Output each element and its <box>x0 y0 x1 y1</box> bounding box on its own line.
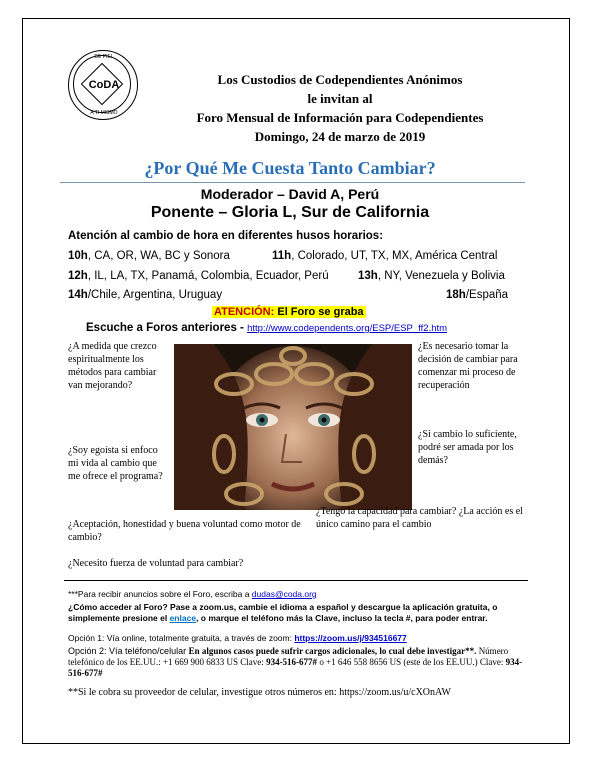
option-2-phone: Número telefónico de los EE.UU.: +1 669 900 6833 US Clave: <box>68 646 509 667</box>
access-text-a: ¿Cómo acceder al Foro? Pase a zoom.us, cambie el idioma a español y descargue la aplicación gratuita, o simplemente presione el <box>68 602 498 623</box>
coda-logo <box>68 50 138 120</box>
question-1: ¿A medida que crezco espiritualmente los métodos para cambiar van mejorando? <box>68 341 157 391</box>
join-link[interactable]: enlace <box>169 613 197 623</box>
past-forums <box>86 322 447 334</box>
tz-row1-right <box>272 250 497 262</box>
option-2 <box>68 646 530 679</box>
tz-hour: 13h <box>358 270 378 282</box>
header-line1: Los Custodios de Codependientes Anónimos <box>217 72 463 87</box>
tz-hour: 18h <box>446 289 466 301</box>
recording-notice <box>212 306 366 318</box>
tz-places: , Colorado, UT, TX, MX, América Central <box>291 250 498 262</box>
attention-label: ATENCIÓN: <box>214 306 275 318</box>
option-1 <box>68 633 530 644</box>
logo-center-text: CoDA <box>88 79 120 91</box>
access-instructions <box>68 602 530 624</box>
attention-text: El Foro se graba <box>277 306 364 318</box>
question-6: ¿Si cambio lo suficiente, podré ser amada por los demás? <box>418 429 517 466</box>
timezones-heading: Atención al cambio de hora en diferentes husos horarios: <box>68 230 384 242</box>
tz-row2-left <box>68 270 329 282</box>
tz-places: , CA, OR, WA, BC y Sonora <box>87 250 230 262</box>
tz-hour: 11h <box>272 250 292 262</box>
woman-face-chains-image <box>174 344 412 510</box>
footer-divider <box>64 580 528 581</box>
email-link[interactable]: dudas@coda.org <box>251 589 317 599</box>
tz-places: , IL, LA, TX, Panamá, Colombia, Ecuador, Perú <box>87 270 329 282</box>
access-text-b: , o marque el teléfono más la Clave, incluso la tecla #, para poder entrar. <box>196 613 488 623</box>
past-forums-label: Escuche a Foros anteriores - <box>86 322 244 334</box>
tz-places: , NY, Venezuela y Bolivia <box>377 270 505 282</box>
tz-hour: 10h <box>68 250 88 262</box>
moderator: Moderador – David A, Perú <box>200 186 380 202</box>
meeting-code-alt: 934-516-677# <box>68 657 523 678</box>
header-line3: Foro Mensual de Información para Codependientes <box>196 110 484 125</box>
carrier-note: **Si le cobra su proveedor de celular, investigue otros números en: https://zoom.us/u/cXOnAW <box>68 687 451 698</box>
header-date: Domingo, 24 de marzo de 2019 <box>254 129 426 144</box>
option-1-text: Opción 1: Vía online, totalmente gratuita, a través de zoom: <box>68 633 295 643</box>
tz-hour: 12h <box>68 270 88 282</box>
title-rule <box>60 182 525 183</box>
logo-top-text: DE PIEL <box>94 54 114 60</box>
option-2-warning: En algunos casos puede sufrir cargos adicionales, lo cual debe investigar**. <box>188 646 477 656</box>
header-line2: le invitan al <box>307 91 373 106</box>
tz-row2-right <box>358 270 505 282</box>
photo-illustration <box>174 344 412 510</box>
question-5: ¿Es necesario tomar la decisión de cambiar para comenzar mi proceso de recuperación <box>418 341 518 391</box>
tz-places: /España <box>465 289 509 301</box>
zoom-meeting-link[interactable]: https://zoom.us/j/934516677 <box>294 633 407 643</box>
page-title: ¿Por Qué Me Cuesta Tanto Cambiar? <box>144 158 436 178</box>
announcements-text: ***Para recibir anuncios sobre el Foro, escriba a <box>68 589 252 599</box>
option-2-phone-alt: o +1 646 558 8656 US (este de los EE.UU.) Clave: <box>317 657 506 667</box>
question-3: ¿Aceptación, honestidad y buena voluntad como motor de cambio? <box>68 519 301 543</box>
tz-row3-right <box>446 289 508 301</box>
tz-row1-left <box>68 250 230 262</box>
tz-hour: 14h <box>68 289 88 301</box>
question-4: ¿Necesito fuerza de voluntad para cambiar? <box>68 558 244 569</box>
meeting-code: 934-516-677# <box>266 657 318 667</box>
tz-row3-left <box>68 289 222 301</box>
question-7: ¿Tengo la capacidad para cambiar? ¿La acción es el único camino para el cambio <box>316 506 523 530</box>
question-2: ¿Soy egoísta si enfoco mi vida al cambio que me ofrece el programa? <box>68 445 163 482</box>
logo-bottom-text: A TI MISMO <box>90 110 118 116</box>
speaker: Ponente – Gloria L, Sur de California <box>150 204 430 221</box>
announcements-note <box>68 589 528 600</box>
past-forums-link[interactable]: http://www.codependents.org/ESP/ESP_ff2.htm <box>247 323 448 334</box>
tz-places: /Chile, Argentina, Uruguay <box>87 289 223 301</box>
option-2-label: Opción 2: Vía teléfono/celular <box>68 646 189 656</box>
